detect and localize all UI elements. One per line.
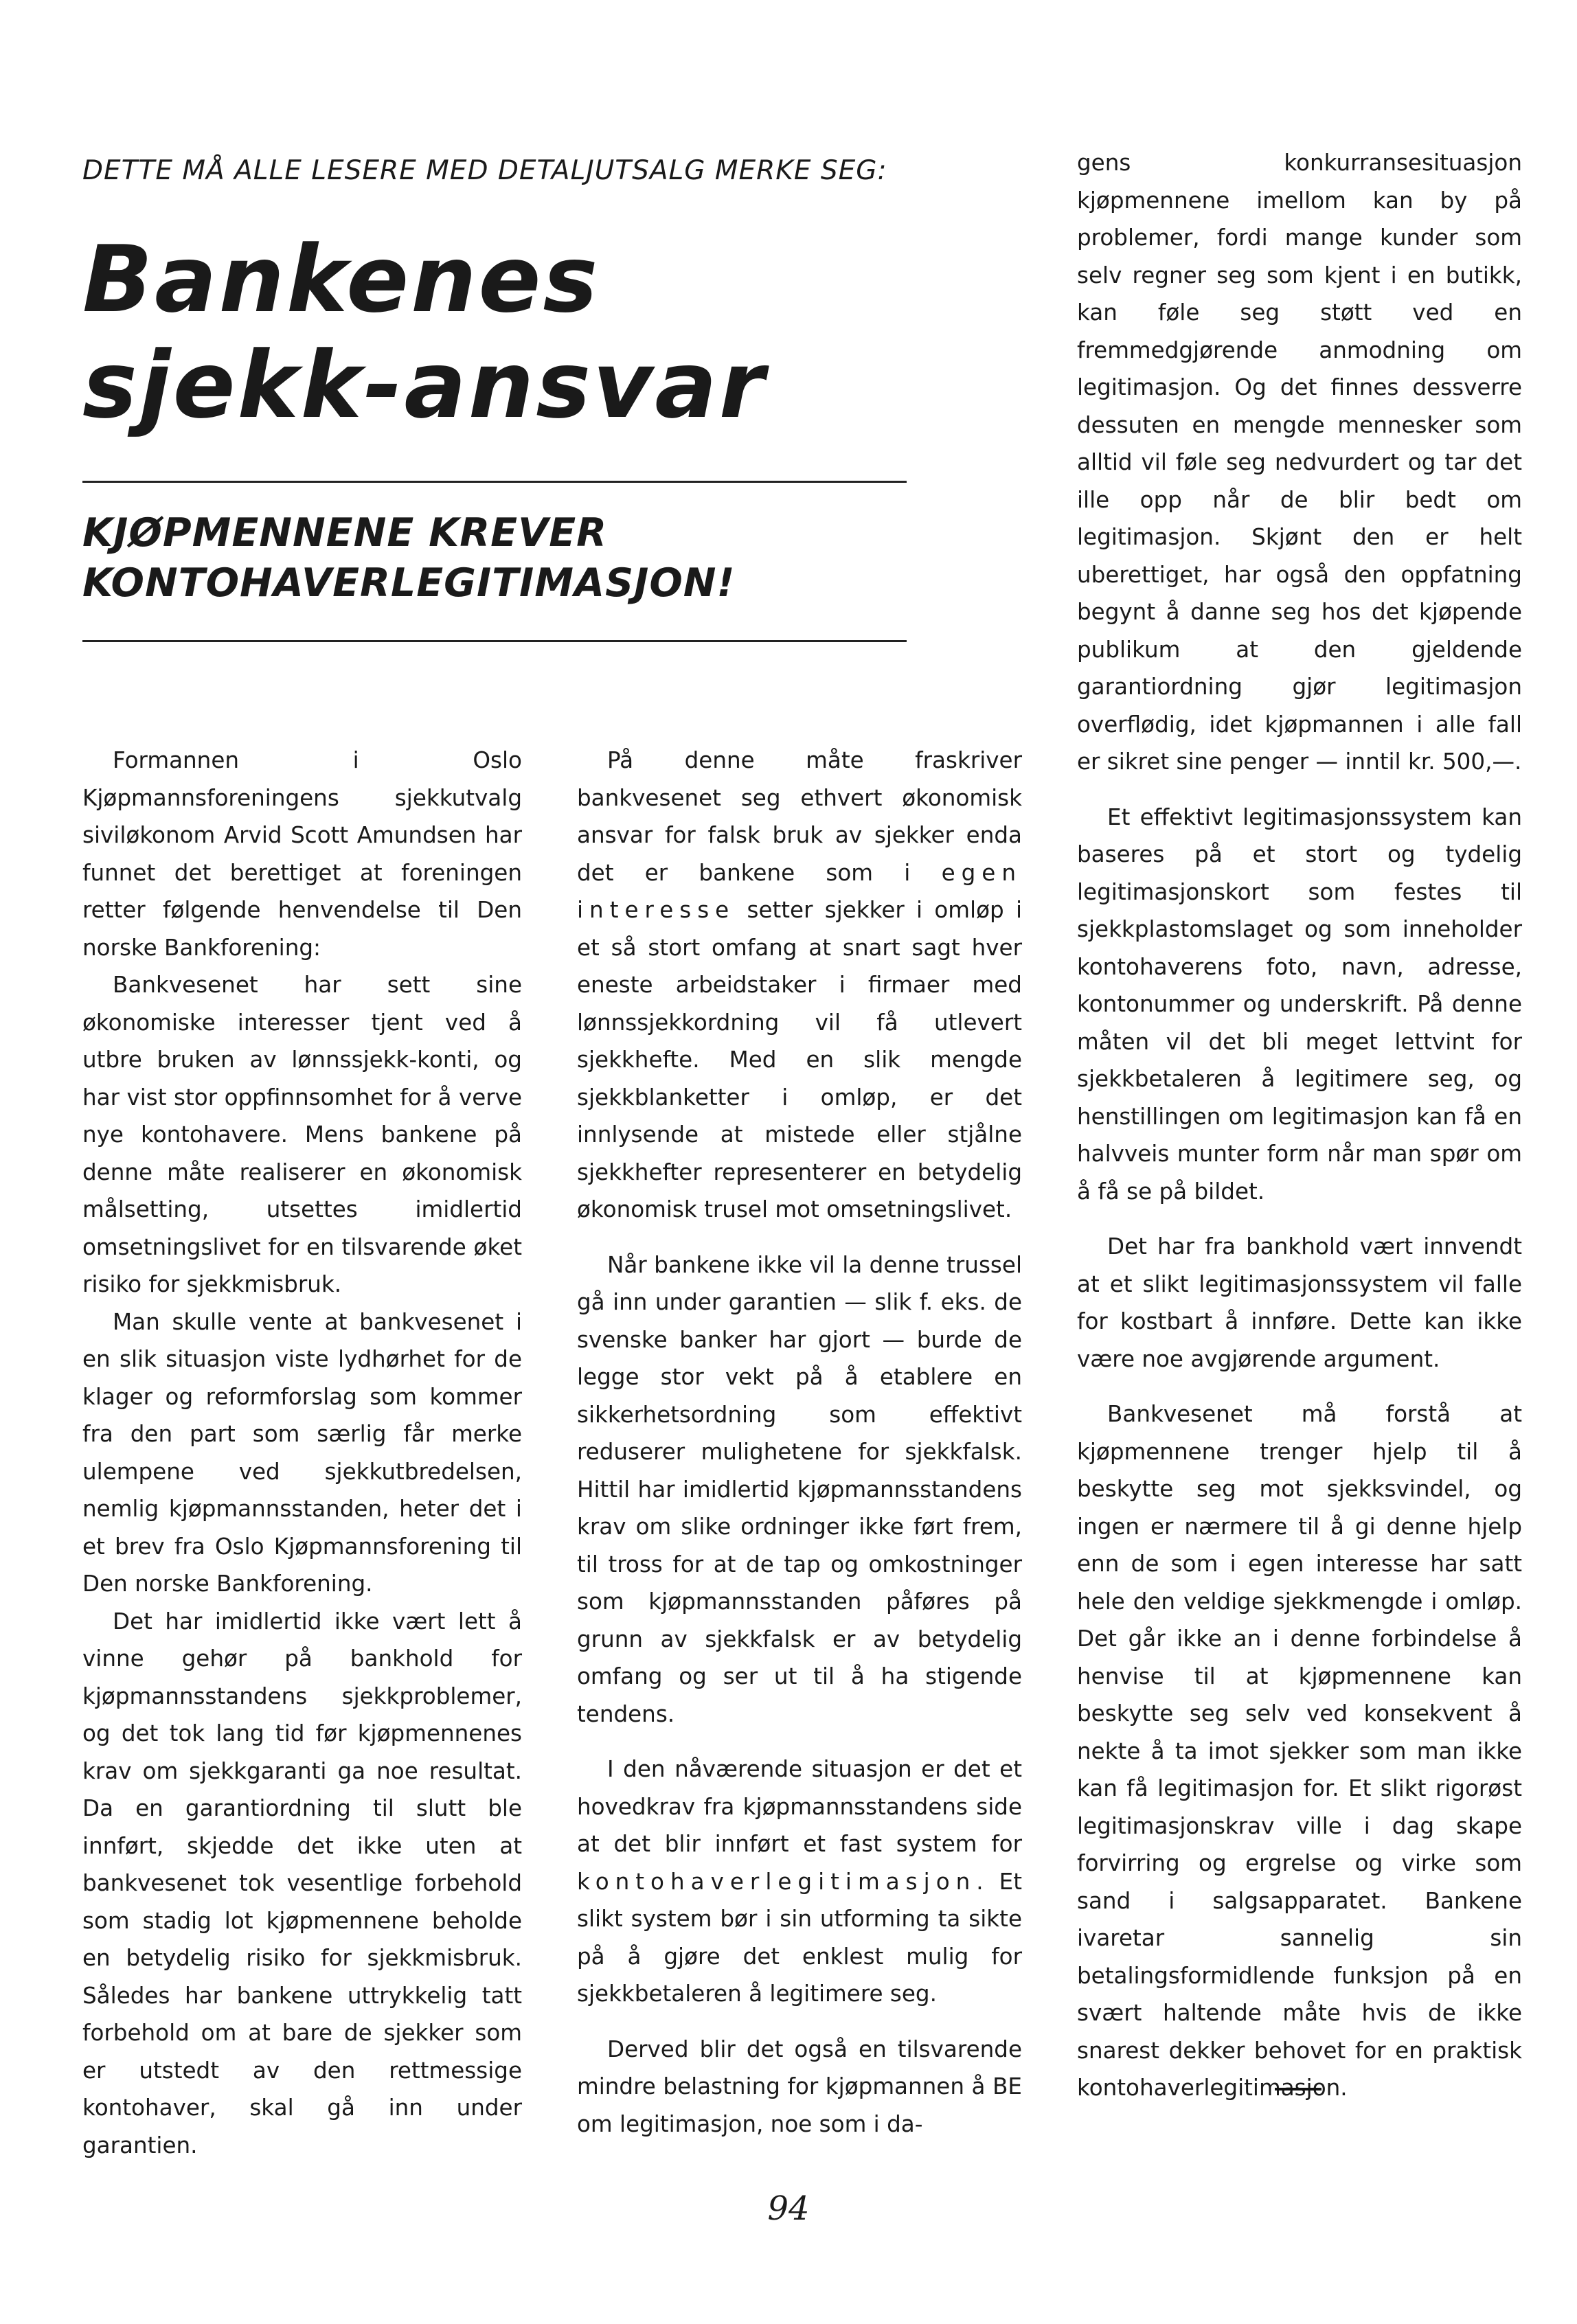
column-left <box>82 742 522 2164</box>
paragraph: Det har imidlertid ikke vært lett å vinne gehør på bankhold for kjøpmannsstandens sjekkproblemer, og det tok lang tid før kjøpmennenes krav om sjekkgaranti ga noe resultat. Da en garantiordning til slutt ble innført, skjedde det ikke uten at bankvesenet tok vesentlige forbehold som stadig lot kjøpmennene beholde en betydelig risiko for sjekkmisbruk. Således har bankene uttrykkelig tatt forbehold om at bare de sjekker som er utstedt av den rettmessige kontohaver, skal gå inn under garantien. <box>82 1608 522 2158</box>
title-line-2: sjekk-ansvar <box>82 332 767 439</box>
paragraph: Det har fra bankhold vært innvendt at et slikt legitimasjonssystem vil falle for kostbart å innføre. Dette kan ikke være noe avgjørende argument. <box>1077 1233 1522 1372</box>
article-title <box>82 227 907 438</box>
end-of-article-mark <box>1275 2088 1321 2091</box>
article-subtitle <box>82 508 907 608</box>
spaced-emphasis: kontohaverlegitimasjon. <box>577 1868 990 1895</box>
paragraph: Derved blir det også en tilsvarende mindre belastning for kjøpmannen å BE om legitimasjon, noe som i da- <box>577 2036 1022 2137</box>
paragraph: Når bankene ikke vil la denne trussel gå inn under garantien — slik f. eks. de svenske banker har gjort — burde de legge stor vekt på å etablere en sikkerhetsordning som effektivt reduserer mulighetene for sjekkfalsk. Hittil har imidlertid kjøpmannsstandens krav om slike ordninger ikke ført frem, til tross for at de tap og omkostninger som kjøpmannsstanden påføres på grunn av sjekkfalsk er av betydelig omfang og ser ut til å ha stigende tendens. <box>577 1251 1022 1727</box>
subtitle-line-2: KONTOHAVERLEGITIMASJON! <box>82 560 736 606</box>
column-right <box>1077 144 1522 2107</box>
paragraph: Formannen i Oslo Kjøpmannsforeningens sjekkutvalg siviløkonom Arvid Scott Amundsen har funnet det berettiget at foreningen retter følgende henvendelse til Den norske Bankforening: <box>82 747 522 961</box>
paragraph: Man skulle vente at bankvesenet i en slik situasjon viste lydhørhet for de klager og reformforslag som kommer fra den part som særlig får merke ulempene ved sjekkutbredelsen, nemlig kjøpmannsstanden, heter det i et brev fra Oslo Kjøpmannsforening til Den norske Bankforening. <box>82 1308 522 1597</box>
top-rule <box>82 481 907 483</box>
paragraph: I den nåværende situasjon er det et hovedkrav fra kjøpmannsstandens side at det blir innført et fast system for kontohaverlegitimasjon. Et slikt system bør i sin utforming ta sikte på å gjøre det enklest mulig for sjekkbetaleren å legitimere seg. <box>577 1756 1022 2007</box>
column-middle <box>577 742 1022 2143</box>
subtitle-line-1: KJØPMENNENE KREVER <box>82 510 608 556</box>
spaced-emphasis: egen interesse <box>577 859 1022 923</box>
paragraph: Bankvesenet har sett sine økonomiske interesser tjent ved å utbre bruken av lønnssjekk-konti, og har vist stor oppfinnsomhet for å verve nye kontohavere. Mens bankene på denne måte realiserer en økonomisk målsetting, utsettes imidlertid omsetningslivet for en tilsvarende øket risiko for sjekkmisbruk. <box>82 972 522 1297</box>
title-line-1: Bankenes <box>82 226 600 333</box>
paragraph: gens konkurransesituasjon kjøpmennene imellom kan by på problemer, fordi mange kunder som selv regner seg som kjent i en butikk, kan føle seg støtt ved en fremmedgjørende anmodning om legitimasjon. Og det finnes dessverre dessuten en mengde mennesker som alltid vil føle seg nedvurdert og tar det ille opp når de blir bedt om legitimasjon. Skjønt den er helt uberettiget, har også den oppfatning begynt å danne seg hos det kjøpende publikum at den gjeldende garantiordning gjør legitimasjon overflødig, idet kjøpmannen i alle fall er sikret sine penger — inntil kr. 500,—. <box>1077 150 1522 775</box>
kicker: DETTE MÅ ALLE LESERE MED DETALJUTSALG MERKE SEG: <box>82 155 887 186</box>
bottom-rule <box>82 640 907 642</box>
paragraph: På denne måte fraskriver bankvesenet seg ethvert økonomisk ansvar for falsk bruk av sjekker enda det er bankene som i egen interesse setter sjekker i omløp i et så stort omfang at snart sagt hver eneste arbeidstaker i firmaer med lønnssjekkordning vil få utlevert sjekkhefte. Med en slik mengde sjekkblanketter i omløp, er det innlysende at mistede eller stjålne sjekkhefter representerer en betydelig økonomisk trusel mot omsetningslivet. <box>577 747 1022 1222</box>
paragraph: Et effektivt legitimasjonssystem kan baseres på et stort og tydelig legitimasjonskort som festes til sjekkplastomslaget og som inneholder kontohaverens foto, navn, adresse, kontonummer og underskrift. På denne måten vil det bli meget lettvint for sjekkbetaleren å legitimere seg, og henstillingen om legitimasjon kan få en halvveis munter form når man spør om å få se på bildet. <box>1077 804 1522 1205</box>
paragraph: Bankvesenet må forstå at kjøpmennene trenger hjelp til å beskytte seg mot sjekksvindel, og ingen er nærmere til å gi denne hjelp enn de som i egen interesse har satt hele den veldige sjekkmengde i omløp. Det går ikke an i denne forbindelse å henvise til at kjøpmennene kan beskytte seg selv ved konsekvent å nekte å ta imot sjekker som man ikke kan få legitimasjon for. Et slikt rigorøst legitimasjonskrav ville i dag skape forvirring og ergrelse og virke som sand i salgsapparatet. Bankene ivaretar sannelig sin betalingsformidlende funksjon på en svært haltende måte hvis de ikke snarest dekker behovet for en praktisk kontohaverlegitimasjon. <box>1077 1401 1522 2101</box>
page-number: 94 <box>767 2189 810 2228</box>
